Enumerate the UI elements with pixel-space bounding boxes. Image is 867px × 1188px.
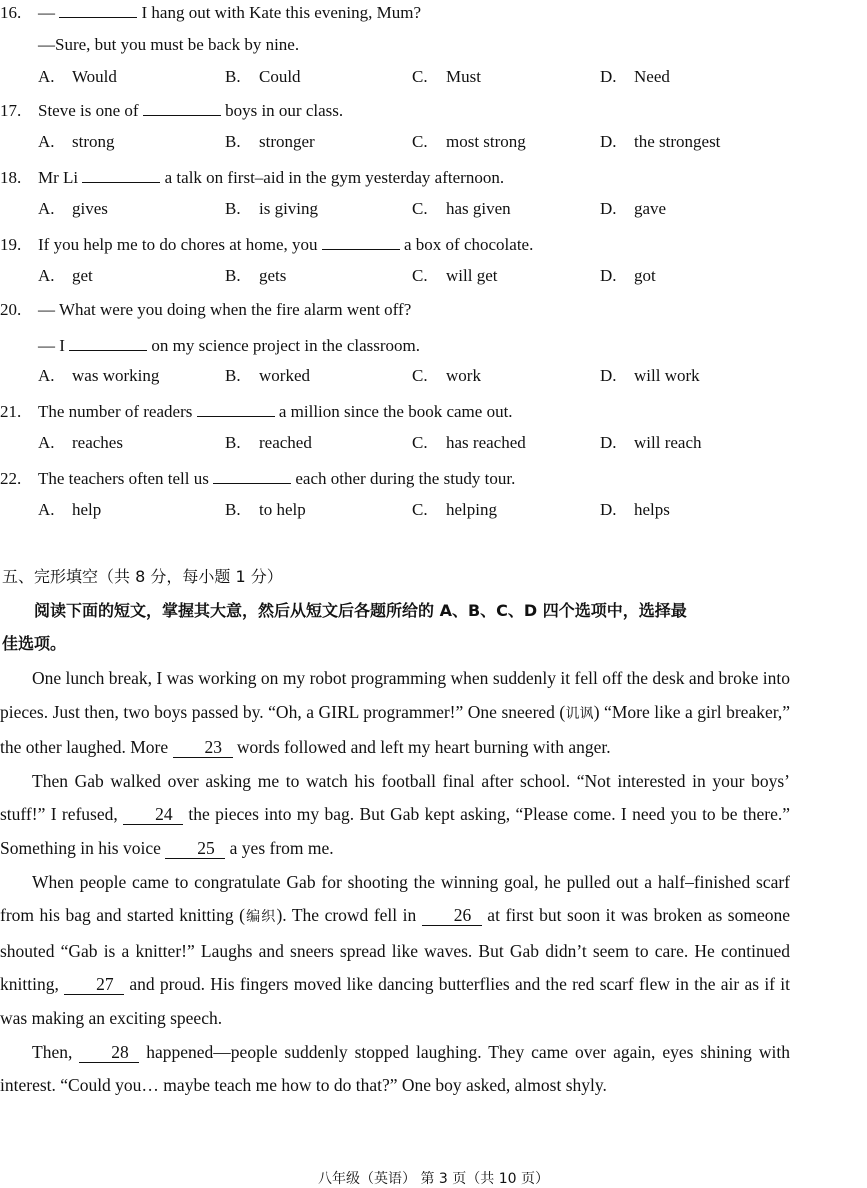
question-number: 18. bbox=[0, 168, 22, 187]
stem-text: a talk on first–aid in the gym yesterday afternoon. bbox=[160, 168, 505, 187]
option-text: has reached bbox=[446, 432, 526, 452]
question-number: 22. bbox=[0, 469, 22, 488]
question-number: 16. bbox=[0, 3, 22, 22]
option-letter: C. bbox=[412, 131, 428, 151]
cloze-blank-25: 25 bbox=[165, 838, 225, 859]
option-text: helps bbox=[634, 499, 670, 519]
stem-text: a box of chocolate. bbox=[399, 235, 534, 254]
option-letter: B. bbox=[225, 432, 241, 452]
option-text: stronger bbox=[259, 131, 315, 151]
option-text: is giving bbox=[259, 198, 319, 218]
option-a bbox=[38, 500, 101, 520]
option-a bbox=[38, 366, 159, 386]
question-number: 21. bbox=[0, 402, 22, 421]
option-letter: D. bbox=[600, 499, 617, 519]
passage-text: happened—people suddenly stopped laughing. They came over again, eyes shining with interest. “Could you… maybe teach me how to do that?” One boy asked, almost shyly. bbox=[0, 1041, 790, 1096]
option-d bbox=[600, 433, 702, 453]
passage-paragraph bbox=[0, 1036, 790, 1103]
option-text: strong bbox=[72, 131, 115, 151]
question-16-stem-line bbox=[0, 34, 299, 56]
option-a bbox=[38, 433, 123, 453]
question-number: 20. bbox=[0, 300, 22, 319]
passage-text: the pieces into my bag. But Gab kept asking, “Please come. I need you to be there.” Something in his voice bbox=[0, 804, 790, 858]
option-b bbox=[225, 433, 312, 453]
option-letter: A. bbox=[38, 67, 55, 86]
cloze-blank-26: 26 bbox=[422, 905, 482, 926]
option-letter: B. bbox=[225, 67, 241, 86]
option-b bbox=[225, 132, 315, 152]
option-text: help bbox=[72, 499, 102, 519]
answer-blank bbox=[143, 98, 221, 116]
option-d bbox=[600, 366, 700, 386]
option-letter: C. bbox=[412, 265, 428, 285]
option-text: worked bbox=[259, 366, 310, 385]
option-c bbox=[412, 266, 497, 286]
option-a bbox=[38, 266, 93, 286]
stem-text: Steve is one of bbox=[38, 101, 143, 120]
option-text: helping bbox=[446, 499, 497, 519]
chinese-gloss: 编织 bbox=[245, 909, 277, 926]
option-a bbox=[38, 67, 117, 87]
question-21-stem-line bbox=[0, 399, 513, 423]
passage-text: at first but soon it was broken as someone shouted “Gab is a knitter!” Laughs and sneers spread like waves. But Gab didn’t seem to care. He continued knitting, bbox=[0, 905, 790, 995]
option-letter: B. bbox=[225, 198, 241, 218]
option-b bbox=[225, 199, 318, 219]
stem-text: a million since the book came out. bbox=[274, 402, 513, 421]
passage-paragraph bbox=[0, 866, 790, 1036]
option-c bbox=[412, 433, 526, 453]
option-c bbox=[412, 500, 497, 520]
answer-blank bbox=[197, 399, 275, 417]
stem-text: — What were you doing when the fire alarm went off? bbox=[38, 300, 412, 319]
option-text: get bbox=[72, 265, 93, 285]
option-text: work bbox=[446, 366, 481, 385]
option-letter: C. bbox=[412, 499, 428, 519]
option-text: reaches bbox=[72, 432, 123, 452]
option-letter: D. bbox=[600, 67, 617, 86]
cloze-blank-24: 24 bbox=[123, 804, 183, 825]
stem-text: — I bbox=[38, 335, 70, 355]
question-16-stem-line bbox=[0, 0, 421, 24]
option-letter: B. bbox=[225, 265, 241, 285]
option-a bbox=[38, 132, 115, 152]
option-letter: D. bbox=[600, 131, 617, 151]
option-letter: C. bbox=[412, 366, 428, 385]
option-text: got bbox=[634, 265, 656, 285]
passage-text: When people came to congratulate Gab for shooting the winning goal, he pulled out a half–finished scarf from his bag and started knitting ( bbox=[0, 871, 790, 926]
question-18-stem-line bbox=[0, 165, 504, 189]
section-instruction-line-2: 佳选项。 bbox=[2, 634, 67, 653]
stem-text: The number of readers bbox=[38, 402, 197, 421]
question-20-stem-line bbox=[0, 333, 420, 357]
passage-text: and proud. His fingers moved like dancing butterflies and the red scarf flew in the air as if it was making an exciting speech. bbox=[0, 974, 790, 1028]
answer-blank bbox=[69, 333, 147, 351]
option-text: gets bbox=[259, 265, 287, 285]
option-letter: D. bbox=[600, 366, 617, 385]
option-letter: C. bbox=[412, 432, 428, 452]
option-c bbox=[412, 366, 481, 386]
passage-text: ). The crowd fell in bbox=[276, 905, 422, 926]
answer-blank bbox=[213, 466, 291, 484]
section-heading: 五、完形填空（共 8 分，每小题 1 分） bbox=[2, 567, 283, 586]
stem-text: each other during the study tour. bbox=[291, 469, 516, 488]
option-text: the strongest bbox=[634, 131, 721, 151]
option-a bbox=[38, 199, 108, 219]
stem-text: Mr Li bbox=[38, 168, 83, 187]
option-letter: D. bbox=[600, 198, 617, 218]
passage-text: Then Gab walked over asking me to watch his football final after school. “Not interested in your boys’ stuff!” I refused, bbox=[0, 770, 790, 825]
passage-paragraph bbox=[0, 765, 790, 866]
option-text: Could bbox=[259, 67, 301, 86]
option-text: will work bbox=[634, 366, 700, 385]
stem-text: on my science project in the classroom. bbox=[147, 335, 421, 355]
passage-text: words followed and left my heart burning with anger. bbox=[232, 737, 611, 758]
question-number: 19. bbox=[0, 235, 22, 254]
answer-blank bbox=[322, 232, 400, 250]
question-number: 17. bbox=[0, 101, 22, 120]
option-b bbox=[225, 266, 286, 286]
option-b bbox=[225, 500, 306, 520]
question-19-stem-line bbox=[0, 232, 533, 256]
cloze-blank-23: 23 bbox=[173, 737, 233, 758]
option-text: will reach bbox=[634, 432, 702, 452]
page-footer: 八年级（英语） 第 3 页（共 10 页） bbox=[318, 1171, 549, 1187]
option-text: gave bbox=[634, 198, 667, 218]
stem-text: boys in our class. bbox=[220, 101, 344, 120]
stem-text: I hang out with Kate this evening, Mum? bbox=[137, 3, 422, 22]
option-text: Would bbox=[72, 67, 117, 86]
option-letter: D. bbox=[600, 265, 617, 285]
option-c bbox=[412, 67, 481, 87]
option-text: most strong bbox=[446, 131, 526, 151]
question-22-stem-line bbox=[0, 466, 515, 490]
option-d bbox=[600, 500, 670, 520]
option-c bbox=[412, 199, 511, 219]
option-b bbox=[225, 67, 301, 87]
question-20-stem-line bbox=[0, 299, 411, 321]
option-letter: A. bbox=[38, 265, 55, 285]
option-letter: A. bbox=[38, 366, 55, 385]
answer-blank bbox=[82, 165, 160, 183]
passage-paragraph bbox=[0, 662, 790, 765]
passage-text: Then, bbox=[32, 1041, 80, 1062]
option-d bbox=[600, 199, 666, 219]
stem-text: The teachers often tell us bbox=[38, 469, 214, 488]
chinese-gloss: 讥讽 bbox=[565, 705, 594, 722]
option-text: was working bbox=[72, 366, 160, 385]
option-letter: A. bbox=[38, 198, 55, 218]
option-text: gives bbox=[72, 198, 108, 218]
option-text: Need bbox=[634, 67, 670, 86]
cloze-blank-27: 27 bbox=[64, 974, 124, 995]
stem-text: — bbox=[38, 3, 60, 22]
option-letter: A. bbox=[38, 432, 55, 452]
passage-text: One lunch break, I was working on my robot programming when suddenly it fell off the desk and broke into pieces. Just then, two boys passed by. “Oh, a GIRL programmer!” One sneered ( bbox=[0, 668, 790, 722]
option-letter: C. bbox=[412, 198, 428, 218]
option-d bbox=[600, 67, 670, 87]
option-letter: B. bbox=[225, 366, 241, 385]
passage-text: ) “More like a girl breaker,” the other laughed. More bbox=[0, 701, 791, 758]
cloze-passage bbox=[0, 662, 790, 1103]
section-instruction-line-1: 阅读下面的短文，掌握其大意，然后从短文后各题所给的 A、B、C、D 四个选项中，选择最 bbox=[34, 601, 687, 620]
option-letter: C. bbox=[412, 67, 428, 86]
stem-text: —Sure, but you must be back by nine. bbox=[38, 34, 300, 54]
option-letter: D. bbox=[600, 432, 617, 452]
option-text: to help bbox=[259, 499, 306, 519]
option-b bbox=[225, 366, 310, 386]
option-text: has given bbox=[446, 198, 511, 218]
option-c bbox=[412, 132, 526, 152]
cloze-blank-28: 28 bbox=[79, 1042, 139, 1063]
passage-text: a yes from me. bbox=[225, 837, 334, 858]
option-letter: A. bbox=[38, 131, 55, 151]
option-letter: B. bbox=[225, 131, 241, 151]
option-text: Must bbox=[446, 67, 481, 86]
option-text: reached bbox=[259, 432, 312, 452]
option-d bbox=[600, 266, 656, 286]
option-letter: A. bbox=[38, 499, 55, 519]
option-d bbox=[600, 132, 720, 152]
stem-text: If you help me to do chores at home, you bbox=[38, 235, 322, 254]
answer-blank bbox=[59, 0, 137, 18]
question-17-stem-line bbox=[0, 98, 343, 122]
option-text: will get bbox=[446, 265, 498, 285]
option-letter: B. bbox=[225, 499, 241, 519]
